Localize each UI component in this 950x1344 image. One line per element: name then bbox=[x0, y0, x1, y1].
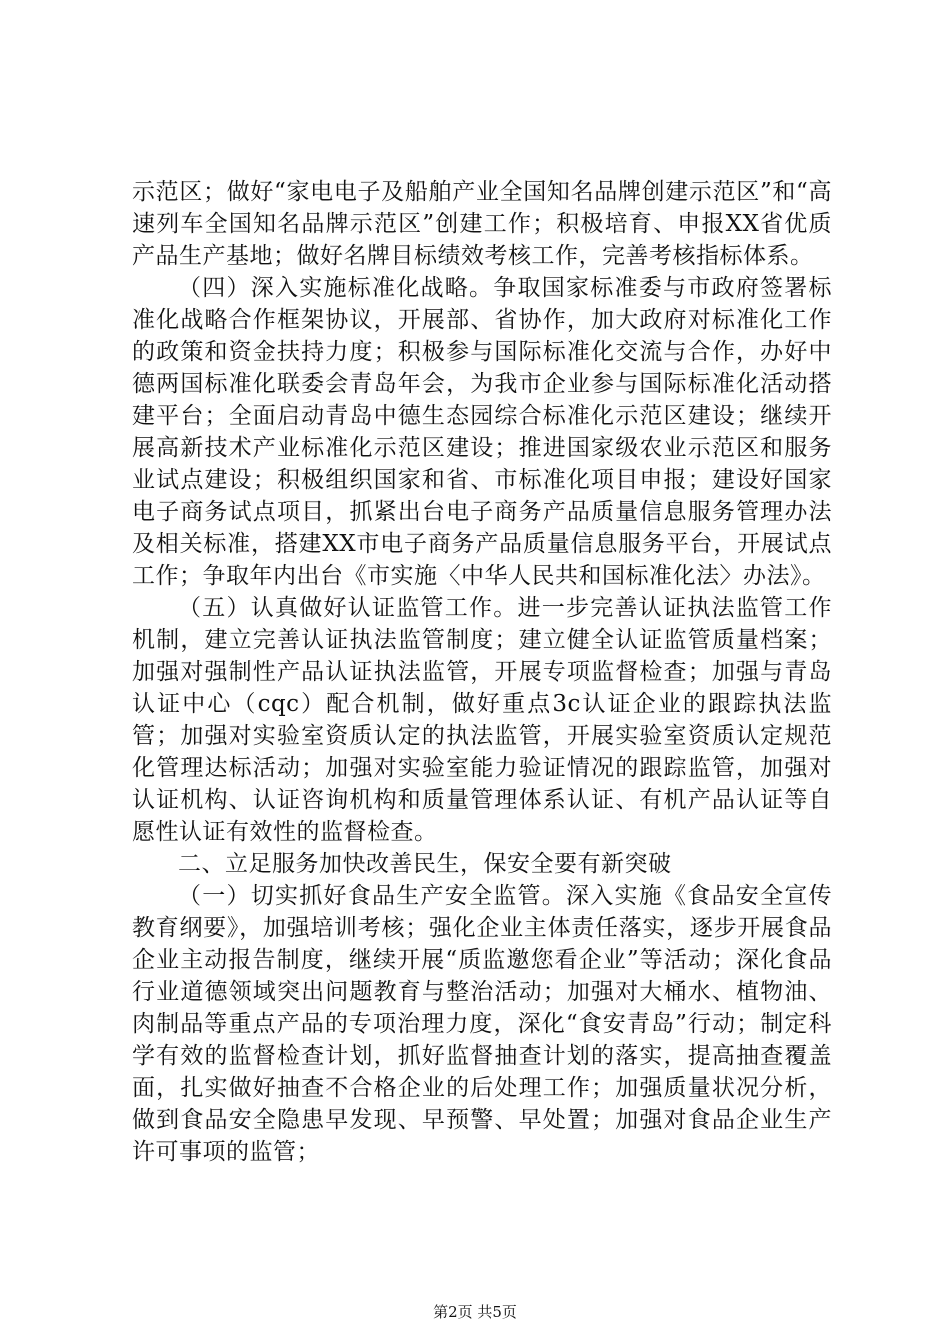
document-body bbox=[132, 176, 832, 1168]
section-heading: 二、立足服务加快改善民生，保安全要有新突破 bbox=[178, 851, 672, 877]
page-number-footer: 第2页 共5页 bbox=[433, 1303, 517, 1321]
paragraph-standardization: （四）深入实施标准化战略。争取国家标准委与市政府签署标准化战略合作框架协议，开展部、省协作，加大政府对标准化工作的政策和资金扶持力度；积极参与国际标准化交流与合作，办好中德两国标准化联委会青岛年会，为我市企业参与国际标准化活动搭建平台；全面启动青岛中德生态园综合标准化示范区建设；继续开展高新技术产业标准化示范区建设；推进国家级农业示范区和服务业试点建设；积极组织国家和省、市标准化项目申报；建设好国家电子商务试点项目，抓紧出台电子商务产品质量信息服务管理办法及相关标准，搭建XX市电子商务产品质量信息服务平台，开展试点工作；争取年内出台《市实施〈中华人民共和国标准化法〉办法》。 bbox=[132, 275, 832, 589]
paragraph-continuation: 示范区；做好“家电电子及船舶产业全国知名品牌创建示范区”和“高速列车全国知名品牌示范区”创建工作；积极培育、申报XX省优质产品生产基地；做好名牌目标绩效考核工作，完善考核指标体系。 bbox=[132, 179, 832, 269]
paragraph-certification: （五）认真做好认证监管工作。进一步完善认证执法监管工作机制，建立完善认证执法监管制度；建立健全认证监管质量档案；加强对强制性产品认证执法监管，开展专项监督检查；加强与青岛认证中心（cqc）配合机制，做好重点3c认证企业的跟踪执法监管；加强对实验室资质认定的执法监管，开展实验室资质认定规范化管理达标活动；加强对实验室能力验证情况的跟踪监管，加强对认证机构、认证咨询机构和质量管理体系认证、有机产品认证等自愿性认证有效性的监督检查。 bbox=[132, 595, 832, 845]
paragraph-food-safety: （一）切实抓好食品生产安全监管。深入实施《食品安全宣传教育纲要》，加强培训考核；强化企业主体责任落实，逐步开展食品企业主动报告制度，继续开展“质监邀您看企业”等活动；深化食品行业道德领域突出问题教育与整治活动；加强对大桶水、植物油、肉制品等重点产品的专项治理力度，深化“食安青岛”行动；制定科学有效的监督检查计划，抓好监督抽查计划的落实，提高抽查覆盖面，扎实做好抽查不合格企业的后处理工作；加强质量状况分析，做到食品安全隐患早发现、早预警、早处置；加强对食品企业生产许可事项的监管； bbox=[132, 883, 832, 1165]
